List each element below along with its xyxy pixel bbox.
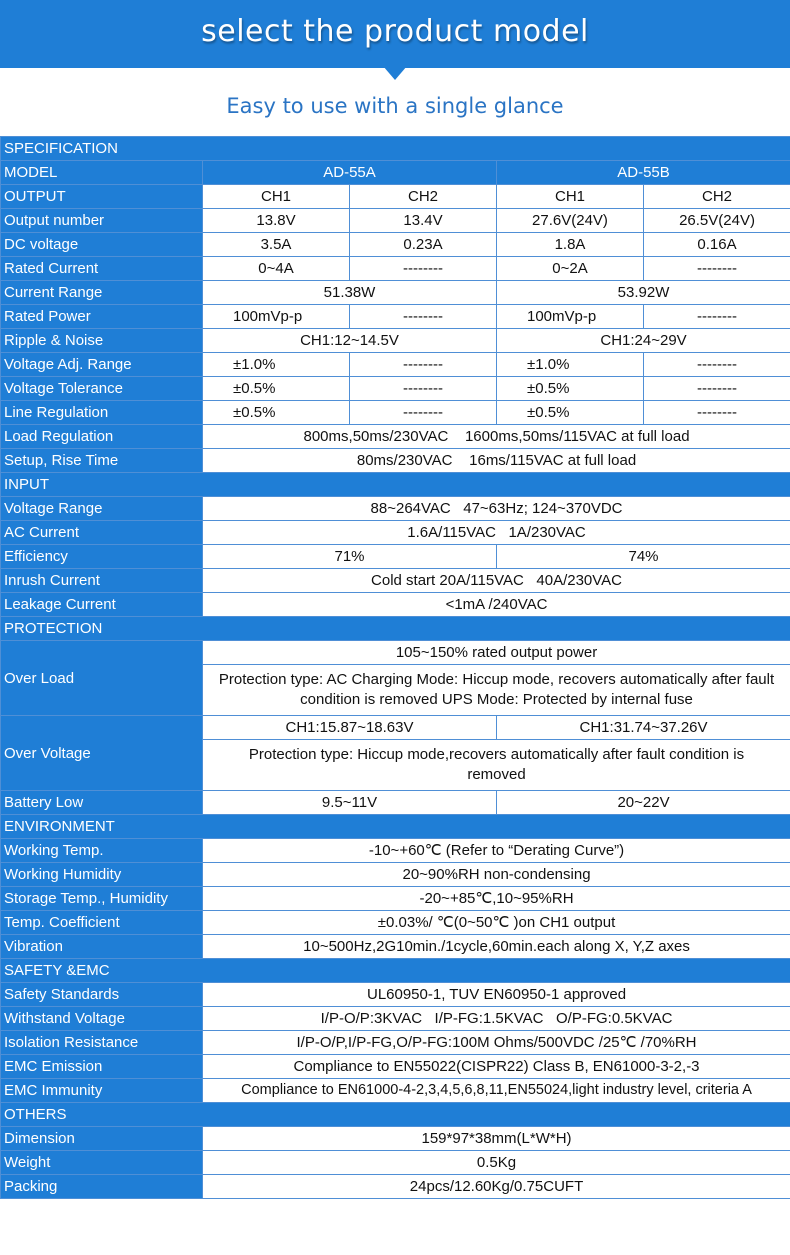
row-label-ac-current: AC Current: [1, 521, 203, 545]
row-label-output: OUTPUT: [1, 185, 203, 209]
table-row: [1, 839, 790, 863]
row-label-output-number: Output number: [1, 209, 203, 233]
table-cell: I/P-O/P,I/P-FG,O/P-FG:100M Ohms/500VDC /25℃ /70%RH: [203, 1031, 790, 1055]
row-label-line-regulation: Line Regulation: [1, 401, 203, 425]
table-cell: Protection type: AC Charging Mode: Hiccup mode, recovers automatically after fault condition is removed UPS Mode: Protected by internal fuse: [203, 665, 790, 716]
table-cell: --------: [350, 401, 497, 425]
row-label-withstand-voltage: Withstand Voltage: [1, 1007, 203, 1031]
table-cell: ±0.5%: [203, 377, 350, 401]
table-row: [1, 233, 790, 257]
row-label-efficiency: Efficiency: [1, 545, 203, 569]
section-title-safety: SAFETY &EMC: [1, 959, 790, 983]
row-label-rated-power: Rated Power: [1, 305, 203, 329]
table-cell: 53.92W: [497, 281, 790, 305]
table-cell: 27.6V(24V): [497, 209, 644, 233]
row-label-weight: Weight: [1, 1151, 203, 1175]
table-cell: 20~22V: [497, 791, 790, 815]
section-row-protection: [1, 617, 790, 641]
table-cell: 13.4V: [350, 209, 497, 233]
section-title-environment: ENVIRONMENT: [1, 815, 790, 839]
table-cell: 105~150% rated output power: [203, 641, 790, 665]
table-cell: 88~264VAC 47~63Hz; 124~370VDC: [203, 497, 790, 521]
table-cell: 71%: [203, 545, 497, 569]
table-cell: ±0.5%: [497, 401, 644, 425]
table-row: [1, 863, 790, 887]
section-row-specification: [1, 137, 790, 161]
table-row: [1, 401, 790, 425]
table-row: [1, 281, 790, 305]
table-cell: 80ms/230VAC 16ms/115VAC at full load: [203, 449, 790, 473]
page-title: select the product model: [201, 14, 589, 49]
row-label-setup-rise: Setup, Rise Time: [1, 449, 203, 473]
table-cell: Cold start 20A/115VAC 40A/230VAC: [203, 569, 790, 593]
section-title-input: INPUT: [1, 473, 790, 497]
table-cell: 51.38W: [203, 281, 497, 305]
row-label-emc-immunity: EMC Immunity: [1, 1079, 203, 1103]
table-row: [1, 545, 790, 569]
table-cell: -20~+85℃,10~95%RH: [203, 887, 790, 911]
channel-header-b2: CH2: [644, 185, 790, 209]
table-row: [1, 425, 790, 449]
section-title-others: OTHERS: [1, 1103, 790, 1127]
row-label-over-load: Over Load: [1, 641, 203, 716]
table-row: [1, 521, 790, 545]
spec-table: [0, 136, 790, 1199]
table-cell: 0.16A: [644, 233, 790, 257]
title-banner: [0, 0, 790, 68]
table-row: [1, 1151, 790, 1175]
table-row: [1, 257, 790, 281]
section-title-protection: PROTECTION: [1, 617, 790, 641]
table-cell: 74%: [497, 545, 790, 569]
table-row: [1, 497, 790, 521]
table-cell: 1.8A: [497, 233, 644, 257]
table-cell: 100mVp-p: [497, 305, 644, 329]
section-row-input: [1, 473, 790, 497]
row-label-leakage-current: Leakage Current: [1, 593, 203, 617]
table-cell: 10~500Hz,2G10min./1cycle,60min.each along X, Y,Z axes: [203, 935, 790, 959]
table-row: [1, 935, 790, 959]
table-cell: Protection type: Hiccup mode,recovers automatically after fault condition is removed: [203, 740, 790, 791]
table-cell: 13.8V: [203, 209, 350, 233]
table-cell: 0.5Kg: [203, 1151, 790, 1175]
row-label-inrush-current: Inrush Current: [1, 569, 203, 593]
row-label-working-temp: Working Temp.: [1, 839, 203, 863]
table-cell: ±0.5%: [497, 377, 644, 401]
table-cell: <1mA /240VAC: [203, 593, 790, 617]
table-cell: 0~4A: [203, 257, 350, 281]
row-label-ripple-noise: Ripple & Noise: [1, 329, 203, 353]
table-cell: CH1:31.74~37.26V: [497, 716, 790, 740]
row-label-packing: Packing: [1, 1175, 203, 1199]
row-label-vibration: Vibration: [1, 935, 203, 959]
table-row: [1, 329, 790, 353]
table-cell: --------: [350, 377, 497, 401]
table-row: [1, 791, 790, 815]
table-cell: ±1.0%: [203, 353, 350, 377]
row-label-safety-standards: Safety Standards: [1, 983, 203, 1007]
table-row: [1, 449, 790, 473]
row-label-model: MODEL: [1, 161, 203, 185]
channel-header-a2: CH2: [350, 185, 497, 209]
table-cell: 100mVp-p: [203, 305, 350, 329]
section-row-safety: [1, 959, 790, 983]
table-cell: Compliance to EN61000-4-2,3,4,5,6,8,11,EN55024,light industry level, criteria A: [203, 1079, 790, 1103]
row-label-battery-low: Battery Low: [1, 791, 203, 815]
table-cell: --------: [644, 257, 790, 281]
table-row: [1, 641, 790, 665]
row-label-working-humidity: Working Humidity: [1, 863, 203, 887]
table-cell: -10~+60℃ (Refer to “Derating Curve”): [203, 839, 790, 863]
output-channel-row: [1, 185, 790, 209]
table-cell: CH1:15.87~18.63V: [203, 716, 497, 740]
table-cell: --------: [644, 353, 790, 377]
row-label-emc-emission: EMC Emission: [1, 1055, 203, 1079]
row-label-current-range: Current Range: [1, 281, 203, 305]
table-cell: --------: [350, 257, 497, 281]
row-label-rated-current: Rated Current: [1, 257, 203, 281]
table-cell: 1.6A/115VAC 1A/230VAC: [203, 521, 790, 545]
table-cell: --------: [350, 353, 497, 377]
row-label-isolation-resistance: Isolation Resistance: [1, 1031, 203, 1055]
table-row: [1, 983, 790, 1007]
channel-header-a1: CH1: [203, 185, 350, 209]
model-b-header: AD-55B: [497, 161, 790, 185]
row-label-dimension: Dimension: [1, 1127, 203, 1151]
page-subtitle: Easy to use with a single glance: [226, 94, 564, 118]
table-cell: 24pcs/12.60Kg/0.75CUFT: [203, 1175, 790, 1199]
table-row: [1, 887, 790, 911]
table-cell: 159*97*38mm(L*W*H): [203, 1127, 790, 1151]
row-label-dc-voltage: DC voltage: [1, 233, 203, 257]
table-cell: CH1:12~14.5V: [203, 329, 497, 353]
table-cell: --------: [350, 305, 497, 329]
row-label-load-regulation: Load Regulation: [1, 425, 203, 449]
table-cell: 20~90%RH non-condensing: [203, 863, 790, 887]
table-row: [1, 911, 790, 935]
table-row: [1, 305, 790, 329]
table-cell: CH1:24~29V: [497, 329, 790, 353]
model-a-header: AD-55A: [203, 161, 497, 185]
table-cell: --------: [644, 401, 790, 425]
table-cell: --------: [644, 305, 790, 329]
table-row: [1, 1031, 790, 1055]
table-cell: 26.5V(24V): [644, 209, 790, 233]
table-cell: ±0.03%/ ℃(0~50℃ )on CH1 output: [203, 911, 790, 935]
row-label-voltage-adj: Voltage Adj. Range: [1, 353, 203, 377]
table-cell: I/P-O/P:3KVAC I/P-FG:1.5KVAC O/P-FG:0.5KVAC: [203, 1007, 790, 1031]
table-row: [1, 593, 790, 617]
section-title-specification: SPECIFICATION: [1, 137, 790, 161]
table-cell: ±1.0%: [497, 353, 644, 377]
table-row: [1, 1175, 790, 1199]
table-row: [1, 1007, 790, 1031]
banner-pointer: [383, 66, 407, 80]
table-cell: ±0.5%: [203, 401, 350, 425]
table-cell: 3.5A: [203, 233, 350, 257]
table-cell: Compliance to EN55022(CISPR22) Class B, EN61000-3-2,-3: [203, 1055, 790, 1079]
row-label-storage: Storage Temp., Humidity: [1, 887, 203, 911]
section-row-environment: [1, 815, 790, 839]
row-label-voltage-tolerance: Voltage Tolerance: [1, 377, 203, 401]
row-label-voltage-range: Voltage Range: [1, 497, 203, 521]
table-row: [1, 1127, 790, 1151]
table-cell: UL60950-1, TUV EN60950-1 approved: [203, 983, 790, 1007]
row-label-over-voltage: Over Voltage: [1, 716, 203, 791]
table-cell: 800ms,50ms/230VAC 1600ms,50ms/115VAC at full load: [203, 425, 790, 449]
table-row: [1, 1055, 790, 1079]
table-row: [1, 377, 790, 401]
row-label-temp-coefficient: Temp. Coefficient: [1, 911, 203, 935]
table-cell: 0.23A: [350, 233, 497, 257]
section-row-others: [1, 1103, 790, 1127]
table-row: [1, 1079, 790, 1103]
table-cell: 9.5~11V: [203, 791, 497, 815]
table-row: [1, 353, 790, 377]
table-row: [1, 209, 790, 233]
table-row: [1, 716, 790, 740]
table-row: [1, 569, 790, 593]
channel-header-b1: CH1: [497, 185, 644, 209]
table-cell: 0~2A: [497, 257, 644, 281]
model-row: [1, 161, 790, 185]
table-cell: --------: [644, 377, 790, 401]
